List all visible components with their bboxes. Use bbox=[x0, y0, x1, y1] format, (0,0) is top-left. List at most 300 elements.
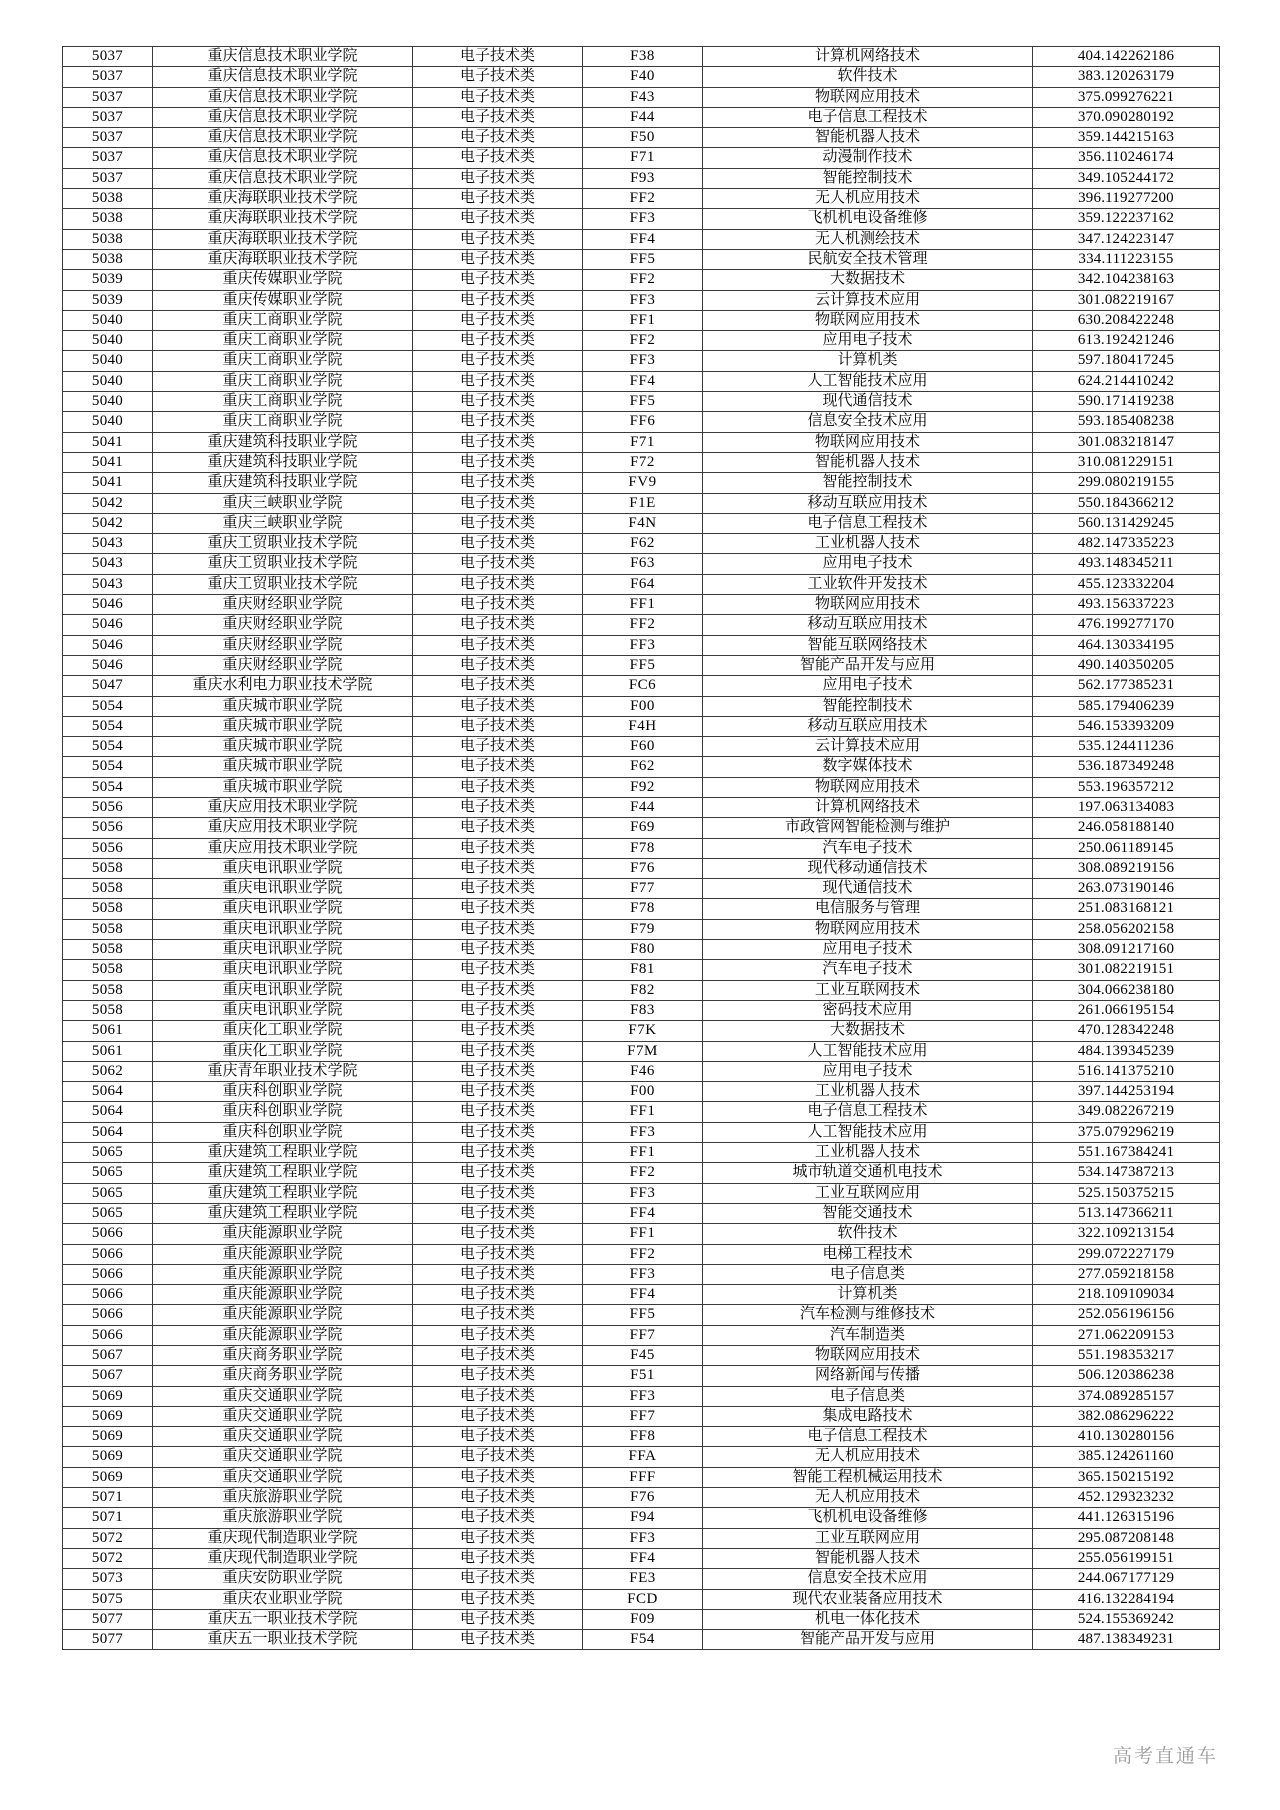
cell-major-name: 现代通信技术 bbox=[703, 879, 1033, 899]
table-row bbox=[63, 960, 1220, 980]
cell-admission-score: 553.196357212 bbox=[1033, 777, 1220, 797]
cell-major-name: 智能控制技术 bbox=[703, 168, 1033, 188]
cell-major-category: 电子技术类 bbox=[413, 615, 583, 635]
cell-major-name: 物联网应用技术 bbox=[703, 595, 1033, 615]
cell-admission-score: 410.130280156 bbox=[1033, 1427, 1220, 1447]
cell-major-code: F82 bbox=[583, 980, 703, 1000]
cell-major-code: FF5 bbox=[583, 392, 703, 412]
cell-institution-name: 重庆能源职业学院 bbox=[153, 1244, 413, 1264]
cell-institution-code: 5037 bbox=[63, 47, 153, 67]
cell-major-name: 工业互联网应用 bbox=[703, 1183, 1033, 1203]
cell-major-category: 电子技术类 bbox=[413, 1630, 583, 1650]
cell-institution-name: 重庆农业职业学院 bbox=[153, 1589, 413, 1609]
cell-institution-name: 重庆信息技术职业学院 bbox=[153, 168, 413, 188]
cell-major-code: F83 bbox=[583, 1000, 703, 1020]
cell-major-code: FF4 bbox=[583, 371, 703, 391]
cell-major-name: 现代农业装备应用技术 bbox=[703, 1589, 1033, 1609]
cell-major-name: 计算机类 bbox=[703, 351, 1033, 371]
cell-admission-score: 356.110246174 bbox=[1033, 148, 1220, 168]
cell-major-category: 电子技术类 bbox=[413, 1224, 583, 1244]
cell-admission-score: 551.167384241 bbox=[1033, 1143, 1220, 1163]
cell-major-name: 智能工程机械运用技术 bbox=[703, 1467, 1033, 1487]
cell-institution-code: 5067 bbox=[63, 1346, 153, 1366]
cell-institution-code: 5040 bbox=[63, 310, 153, 330]
table-row bbox=[63, 1630, 1220, 1650]
cell-institution-name: 重庆财经职业学院 bbox=[153, 595, 413, 615]
table-row bbox=[63, 270, 1220, 290]
table-row bbox=[63, 777, 1220, 797]
cell-major-name: 物联网应用技术 bbox=[703, 87, 1033, 107]
cell-admission-score: 347.124223147 bbox=[1033, 229, 1220, 249]
cell-major-category: 电子技术类 bbox=[413, 1569, 583, 1589]
cell-major-name: 人工智能技术应用 bbox=[703, 1041, 1033, 1061]
cell-admission-score: 560.131429245 bbox=[1033, 513, 1220, 533]
cell-admission-score: 562.177385231 bbox=[1033, 676, 1220, 696]
cell-institution-name: 重庆工商职业学院 bbox=[153, 351, 413, 371]
cell-major-category: 电子技术类 bbox=[413, 1467, 583, 1487]
cell-major-name: 计算机网络技术 bbox=[703, 797, 1033, 817]
cell-major-category: 电子技术类 bbox=[413, 67, 583, 87]
cell-admission-score: 246.058188140 bbox=[1033, 818, 1220, 838]
cell-institution-name: 重庆科创职业学院 bbox=[153, 1102, 413, 1122]
table-row bbox=[63, 1609, 1220, 1629]
cell-major-code: FF2 bbox=[583, 1244, 703, 1264]
table-row bbox=[63, 838, 1220, 858]
cell-major-category: 电子技术类 bbox=[413, 1143, 583, 1163]
cell-major-category: 电子技术类 bbox=[413, 1447, 583, 1467]
cell-institution-name: 重庆安防职业学院 bbox=[153, 1569, 413, 1589]
cell-admission-score: 487.138349231 bbox=[1033, 1630, 1220, 1650]
cell-institution-name: 重庆交通职业学院 bbox=[153, 1467, 413, 1487]
cell-major-category: 电子技术类 bbox=[413, 737, 583, 757]
cell-major-category: 电子技术类 bbox=[413, 351, 583, 371]
cell-major-name: 电子信息工程技术 bbox=[703, 1102, 1033, 1122]
cell-major-category: 电子技术类 bbox=[413, 249, 583, 269]
cell-major-code: FF7 bbox=[583, 1406, 703, 1426]
cell-major-category: 电子技术类 bbox=[413, 1346, 583, 1366]
cell-admission-score: 359.144215163 bbox=[1033, 128, 1220, 148]
cell-major-name: 现代移动通信技术 bbox=[703, 858, 1033, 878]
table-row bbox=[63, 473, 1220, 493]
cell-admission-score: 342.104238163 bbox=[1033, 270, 1220, 290]
cell-institution-name: 重庆海联职业技术学院 bbox=[153, 189, 413, 209]
cell-major-code: F60 bbox=[583, 737, 703, 757]
cell-institution-code: 5077 bbox=[63, 1630, 153, 1650]
cell-major-code: FF2 bbox=[583, 270, 703, 290]
cell-major-code: FF8 bbox=[583, 1427, 703, 1447]
cell-major-category: 电子技术类 bbox=[413, 1102, 583, 1122]
cell-admission-score: 452.129323232 bbox=[1033, 1488, 1220, 1508]
cell-major-category: 电子技术类 bbox=[413, 858, 583, 878]
cell-admission-score: 593.185408238 bbox=[1033, 412, 1220, 432]
cell-major-code: FF1 bbox=[583, 1143, 703, 1163]
cell-institution-code: 5040 bbox=[63, 331, 153, 351]
cell-major-category: 电子技术类 bbox=[413, 1082, 583, 1102]
table-row bbox=[63, 371, 1220, 391]
cell-major-category: 电子技术类 bbox=[413, 1203, 583, 1223]
cell-major-category: 电子技术类 bbox=[413, 331, 583, 351]
cell-institution-name: 重庆商务职业学院 bbox=[153, 1346, 413, 1366]
cell-admission-score: 464.130334195 bbox=[1033, 635, 1220, 655]
cell-institution-name: 重庆应用技术职业学院 bbox=[153, 838, 413, 858]
cell-major-name: 应用电子技术 bbox=[703, 1061, 1033, 1081]
cell-admission-score: 551.198353217 bbox=[1033, 1346, 1220, 1366]
cell-institution-name: 重庆三峡职业学院 bbox=[153, 493, 413, 513]
cell-major-code: F64 bbox=[583, 574, 703, 594]
cell-institution-code: 5040 bbox=[63, 351, 153, 371]
cell-institution-code: 5066 bbox=[63, 1325, 153, 1345]
cell-major-code: F54 bbox=[583, 1630, 703, 1650]
cell-major-category: 电子技术类 bbox=[413, 107, 583, 127]
cell-institution-name: 重庆应用技术职业学院 bbox=[153, 797, 413, 817]
cell-institution-name: 重庆电讯职业学院 bbox=[153, 858, 413, 878]
cell-institution-name: 重庆建筑科技职业学院 bbox=[153, 473, 413, 493]
cell-major-code: FF3 bbox=[583, 1264, 703, 1284]
cell-major-category: 电子技术类 bbox=[413, 452, 583, 472]
table-row bbox=[63, 1366, 1220, 1386]
cell-institution-code: 5069 bbox=[63, 1406, 153, 1426]
cell-institution-name: 重庆交通职业学院 bbox=[153, 1447, 413, 1467]
table-row bbox=[63, 1122, 1220, 1142]
table-row bbox=[63, 1569, 1220, 1589]
cell-major-name: 动漫制作技术 bbox=[703, 148, 1033, 168]
cell-major-code: F45 bbox=[583, 1346, 703, 1366]
cell-admission-score: 585.179406239 bbox=[1033, 696, 1220, 716]
cell-admission-score: 365.150215192 bbox=[1033, 1467, 1220, 1487]
cell-major-code: F71 bbox=[583, 148, 703, 168]
cell-major-name: 工业机器人技术 bbox=[703, 1082, 1033, 1102]
cell-admission-score: 322.109213154 bbox=[1033, 1224, 1220, 1244]
cell-admission-score: 349.082267219 bbox=[1033, 1102, 1220, 1122]
cell-institution-code: 5064 bbox=[63, 1102, 153, 1122]
cell-institution-name: 重庆建筑工程职业学院 bbox=[153, 1183, 413, 1203]
cell-major-code: FF3 bbox=[583, 290, 703, 310]
cell-major-code: F78 bbox=[583, 838, 703, 858]
cell-major-category: 电子技术类 bbox=[413, 1488, 583, 1508]
cell-institution-code: 5058 bbox=[63, 1000, 153, 1020]
cell-major-name: 大数据技术 bbox=[703, 1021, 1033, 1041]
cell-major-category: 电子技术类 bbox=[413, 1427, 583, 1447]
cell-major-name: 电子信息类 bbox=[703, 1264, 1033, 1284]
cell-major-name: 应用电子技术 bbox=[703, 676, 1033, 696]
cell-institution-code: 5071 bbox=[63, 1508, 153, 1528]
cell-institution-code: 5066 bbox=[63, 1285, 153, 1305]
cell-admission-score: 258.056202158 bbox=[1033, 919, 1220, 939]
cell-institution-name: 重庆建筑工程职业学院 bbox=[153, 1163, 413, 1183]
table-row bbox=[63, 229, 1220, 249]
cell-institution-code: 5054 bbox=[63, 777, 153, 797]
cell-major-name: 电子信息工程技术 bbox=[703, 1427, 1033, 1447]
cell-admission-score: 255.056199151 bbox=[1033, 1548, 1220, 1568]
table-row bbox=[63, 452, 1220, 472]
cell-major-name: 软件技术 bbox=[703, 1224, 1033, 1244]
cell-institution-code: 5042 bbox=[63, 493, 153, 513]
cell-major-name: 汽车电子技术 bbox=[703, 838, 1033, 858]
cell-institution-name: 重庆三峡职业学院 bbox=[153, 513, 413, 533]
cell-institution-code: 5058 bbox=[63, 899, 153, 919]
table-row bbox=[63, 757, 1220, 777]
cell-admission-score: 251.083168121 bbox=[1033, 899, 1220, 919]
cell-major-code: F4H bbox=[583, 716, 703, 736]
cell-admission-score: 277.059218158 bbox=[1033, 1264, 1220, 1284]
cell-institution-name: 重庆工贸职业技术学院 bbox=[153, 554, 413, 574]
cell-major-category: 电子技术类 bbox=[413, 168, 583, 188]
cell-institution-name: 重庆电讯职业学院 bbox=[153, 940, 413, 960]
table-row bbox=[63, 493, 1220, 513]
cell-admission-score: 370.090280192 bbox=[1033, 107, 1220, 127]
table-row bbox=[63, 676, 1220, 696]
cell-institution-code: 5037 bbox=[63, 87, 153, 107]
cell-institution-code: 5038 bbox=[63, 209, 153, 229]
cell-institution-name: 重庆城市职业学院 bbox=[153, 696, 413, 716]
table-body bbox=[63, 47, 1220, 1650]
cell-major-name: 无人机应用技术 bbox=[703, 1447, 1033, 1467]
cell-major-category: 电子技术类 bbox=[413, 1122, 583, 1142]
cell-institution-name: 重庆电讯职业学院 bbox=[153, 919, 413, 939]
cell-major-code: F78 bbox=[583, 899, 703, 919]
table-row bbox=[63, 249, 1220, 269]
cell-admission-score: 516.141375210 bbox=[1033, 1061, 1220, 1081]
cell-major-name: 信息安全技术应用 bbox=[703, 1569, 1033, 1589]
cell-major-code: F51 bbox=[583, 1366, 703, 1386]
cell-major-name: 工业软件开发技术 bbox=[703, 574, 1033, 594]
cell-institution-name: 重庆信息技术职业学院 bbox=[153, 67, 413, 87]
cell-major-category: 电子技术类 bbox=[413, 716, 583, 736]
table-row bbox=[63, 1224, 1220, 1244]
cell-institution-name: 重庆现代制造职业学院 bbox=[153, 1528, 413, 1548]
cell-admission-score: 261.066195154 bbox=[1033, 1000, 1220, 1020]
cell-major-category: 电子技术类 bbox=[413, 554, 583, 574]
cell-admission-score: 524.155369242 bbox=[1033, 1609, 1220, 1629]
cell-major-category: 电子技术类 bbox=[413, 919, 583, 939]
cell-major-category: 电子技术类 bbox=[413, 1163, 583, 1183]
cell-institution-code: 5058 bbox=[63, 919, 153, 939]
cell-institution-code: 5056 bbox=[63, 797, 153, 817]
cell-major-category: 电子技术类 bbox=[413, 777, 583, 797]
table-row bbox=[63, 1589, 1220, 1609]
cell-institution-name: 重庆海联职业技术学院 bbox=[153, 209, 413, 229]
cell-major-category: 电子技术类 bbox=[413, 1244, 583, 1264]
cell-major-name: 应用电子技术 bbox=[703, 331, 1033, 351]
cell-major-category: 电子技术类 bbox=[413, 1325, 583, 1345]
cell-major-category: 电子技术类 bbox=[413, 534, 583, 554]
cell-institution-code: 5037 bbox=[63, 128, 153, 148]
cell-major-code: FF5 bbox=[583, 1305, 703, 1325]
cell-institution-name: 重庆传媒职业学院 bbox=[153, 290, 413, 310]
cell-major-category: 电子技术类 bbox=[413, 148, 583, 168]
table-row bbox=[63, 1143, 1220, 1163]
cell-institution-code: 5054 bbox=[63, 737, 153, 757]
cell-major-name: 工业互联网技术 bbox=[703, 980, 1033, 1000]
table-row bbox=[63, 107, 1220, 127]
cell-institution-name: 重庆旅游职业学院 bbox=[153, 1488, 413, 1508]
cell-institution-code: 5077 bbox=[63, 1609, 153, 1629]
cell-major-name: 移动互联应用技术 bbox=[703, 615, 1033, 635]
cell-major-code: FF1 bbox=[583, 595, 703, 615]
cell-admission-score: 263.073190146 bbox=[1033, 879, 1220, 899]
cell-major-category: 电子技术类 bbox=[413, 595, 583, 615]
cell-major-name: 计算机类 bbox=[703, 1285, 1033, 1305]
table-row bbox=[63, 696, 1220, 716]
cell-major-name: 电子信息工程技术 bbox=[703, 107, 1033, 127]
cell-major-category: 电子技术类 bbox=[413, 1021, 583, 1041]
cell-major-name: 智能机器人技术 bbox=[703, 452, 1033, 472]
table-row bbox=[63, 818, 1220, 838]
cell-institution-name: 重庆电讯职业学院 bbox=[153, 960, 413, 980]
cell-admission-score: 493.156337223 bbox=[1033, 595, 1220, 615]
cell-major-name: 应用电子技术 bbox=[703, 940, 1033, 960]
cell-major-code: FF7 bbox=[583, 1325, 703, 1345]
cell-admission-score: 470.128342248 bbox=[1033, 1021, 1220, 1041]
cell-institution-name: 重庆电讯职业学院 bbox=[153, 879, 413, 899]
cell-major-name: 智能产品开发与应用 bbox=[703, 655, 1033, 675]
cell-institution-code: 5046 bbox=[63, 635, 153, 655]
cell-institution-code: 5047 bbox=[63, 676, 153, 696]
cell-major-name: 信息安全技术应用 bbox=[703, 412, 1033, 432]
cell-major-name: 飞机机电设备维修 bbox=[703, 209, 1033, 229]
cell-major-category: 电子技术类 bbox=[413, 1366, 583, 1386]
cell-major-code: F81 bbox=[583, 960, 703, 980]
cell-major-name: 市政管网智能检测与维护 bbox=[703, 818, 1033, 838]
cell-institution-code: 5058 bbox=[63, 960, 153, 980]
cell-major-category: 电子技术类 bbox=[413, 432, 583, 452]
cell-major-category: 电子技术类 bbox=[413, 1508, 583, 1528]
cell-admission-score: 375.079296219 bbox=[1033, 1122, 1220, 1142]
cell-major-name: 工业互联网应用 bbox=[703, 1528, 1033, 1548]
cell-major-category: 电子技术类 bbox=[413, 209, 583, 229]
cell-major-name: 工业机器人技术 bbox=[703, 1143, 1033, 1163]
table-row bbox=[63, 595, 1220, 615]
cell-major-name: 智能机器人技术 bbox=[703, 1548, 1033, 1568]
cell-institution-code: 5075 bbox=[63, 1589, 153, 1609]
cell-major-code: FF3 bbox=[583, 1122, 703, 1142]
cell-major-category: 电子技术类 bbox=[413, 1285, 583, 1305]
cell-institution-code: 5043 bbox=[63, 534, 153, 554]
cell-institution-name: 重庆信息技术职业学院 bbox=[153, 47, 413, 67]
cell-institution-code: 5054 bbox=[63, 716, 153, 736]
cell-major-code: FFF bbox=[583, 1467, 703, 1487]
cell-admission-score: 550.184366212 bbox=[1033, 493, 1220, 513]
cell-major-code: FF5 bbox=[583, 249, 703, 269]
watermark: 高考直通车 bbox=[1112, 1745, 1218, 1767]
cell-major-category: 电子技术类 bbox=[413, 940, 583, 960]
cell-major-name: 软件技术 bbox=[703, 67, 1033, 87]
cell-admission-score: 455.123332204 bbox=[1033, 574, 1220, 594]
cell-admission-score: 271.062209153 bbox=[1033, 1325, 1220, 1345]
cell-institution-name: 重庆工商职业学院 bbox=[153, 331, 413, 351]
cell-major-category: 电子技术类 bbox=[413, 310, 583, 330]
table-row bbox=[63, 1325, 1220, 1345]
cell-institution-name: 重庆工商职业学院 bbox=[153, 371, 413, 391]
cell-admission-score: 244.067177129 bbox=[1033, 1569, 1220, 1589]
cell-major-name: 电子信息工程技术 bbox=[703, 513, 1033, 533]
cell-admission-score: 299.080219155 bbox=[1033, 473, 1220, 493]
cell-major-category: 电子技术类 bbox=[413, 757, 583, 777]
cell-institution-code: 5043 bbox=[63, 554, 153, 574]
cell-institution-name: 重庆城市职业学院 bbox=[153, 737, 413, 757]
cell-institution-code: 5038 bbox=[63, 249, 153, 269]
cell-institution-code: 5069 bbox=[63, 1467, 153, 1487]
cell-institution-name: 重庆科创职业学院 bbox=[153, 1122, 413, 1142]
cell-admission-score: 624.214410242 bbox=[1033, 371, 1220, 391]
cell-major-code: F7K bbox=[583, 1021, 703, 1041]
cell-major-name: 机电一体化技术 bbox=[703, 1609, 1033, 1629]
cell-major-category: 电子技术类 bbox=[413, 1609, 583, 1629]
cell-major-category: 电子技术类 bbox=[413, 960, 583, 980]
cell-admission-score: 404.142262186 bbox=[1033, 47, 1220, 67]
cell-major-category: 电子技术类 bbox=[413, 1406, 583, 1426]
cell-institution-name: 重庆现代制造职业学院 bbox=[153, 1548, 413, 1568]
cell-admission-score: 308.091217160 bbox=[1033, 940, 1220, 960]
cell-institution-code: 5054 bbox=[63, 696, 153, 716]
cell-major-name: 汽车检测与维修技术 bbox=[703, 1305, 1033, 1325]
cell-major-name: 人工智能技术应用 bbox=[703, 1122, 1033, 1142]
table-row bbox=[63, 1346, 1220, 1366]
cell-institution-code: 5066 bbox=[63, 1224, 153, 1244]
table-row bbox=[63, 1264, 1220, 1284]
table-row bbox=[63, 168, 1220, 188]
cell-major-name: 汽车电子技术 bbox=[703, 960, 1033, 980]
cell-major-code: F62 bbox=[583, 534, 703, 554]
cell-admission-score: 304.066238180 bbox=[1033, 980, 1220, 1000]
cell-institution-name: 重庆工贸职业技术学院 bbox=[153, 574, 413, 594]
cell-admission-score: 525.150375215 bbox=[1033, 1183, 1220, 1203]
table-row bbox=[63, 655, 1220, 675]
cell-major-category: 电子技术类 bbox=[413, 879, 583, 899]
cell-major-name: 智能交通技术 bbox=[703, 1203, 1033, 1223]
cell-major-code: FF3 bbox=[583, 1528, 703, 1548]
cell-institution-code: 5064 bbox=[63, 1082, 153, 1102]
cell-major-code: F1E bbox=[583, 493, 703, 513]
cell-major-category: 电子技术类 bbox=[413, 493, 583, 513]
table-row bbox=[63, 1508, 1220, 1528]
table-row bbox=[63, 1203, 1220, 1223]
cell-admission-score: 374.089285157 bbox=[1033, 1386, 1220, 1406]
cell-major-code: FF1 bbox=[583, 1224, 703, 1244]
cell-major-category: 电子技术类 bbox=[413, 1548, 583, 1568]
cell-institution-code: 5065 bbox=[63, 1203, 153, 1223]
cell-institution-name: 重庆城市职业学院 bbox=[153, 716, 413, 736]
cell-institution-code: 5065 bbox=[63, 1163, 153, 1183]
cell-institution-name: 重庆建筑工程职业学院 bbox=[153, 1203, 413, 1223]
cell-institution-name: 重庆财经职业学院 bbox=[153, 655, 413, 675]
cell-institution-code: 5038 bbox=[63, 189, 153, 209]
table-row bbox=[63, 1528, 1220, 1548]
table-row bbox=[63, 574, 1220, 594]
table-row bbox=[63, 67, 1220, 87]
cell-major-code: FFA bbox=[583, 1447, 703, 1467]
cell-major-code: FF3 bbox=[583, 1386, 703, 1406]
cell-major-name: 智能控制技术 bbox=[703, 696, 1033, 716]
cell-institution-code: 5046 bbox=[63, 655, 153, 675]
cell-institution-name: 重庆建筑科技职业学院 bbox=[153, 452, 413, 472]
cell-institution-code: 5066 bbox=[63, 1264, 153, 1284]
cell-institution-name: 重庆信息技术职业学院 bbox=[153, 107, 413, 127]
cell-institution-name: 重庆传媒职业学院 bbox=[153, 270, 413, 290]
table-row bbox=[63, 1386, 1220, 1406]
cell-major-code: FF2 bbox=[583, 189, 703, 209]
cell-major-code: FF2 bbox=[583, 615, 703, 635]
cell-institution-code: 5065 bbox=[63, 1183, 153, 1203]
cell-major-name: 智能机器人技术 bbox=[703, 128, 1033, 148]
cell-institution-code: 5056 bbox=[63, 838, 153, 858]
table-row bbox=[63, 1427, 1220, 1447]
cell-admission-score: 506.120386238 bbox=[1033, 1366, 1220, 1386]
cell-institution-code: 5061 bbox=[63, 1021, 153, 1041]
cell-institution-name: 重庆青年职业技术学院 bbox=[153, 1061, 413, 1081]
cell-institution-code: 5041 bbox=[63, 432, 153, 452]
table-row bbox=[63, 189, 1220, 209]
